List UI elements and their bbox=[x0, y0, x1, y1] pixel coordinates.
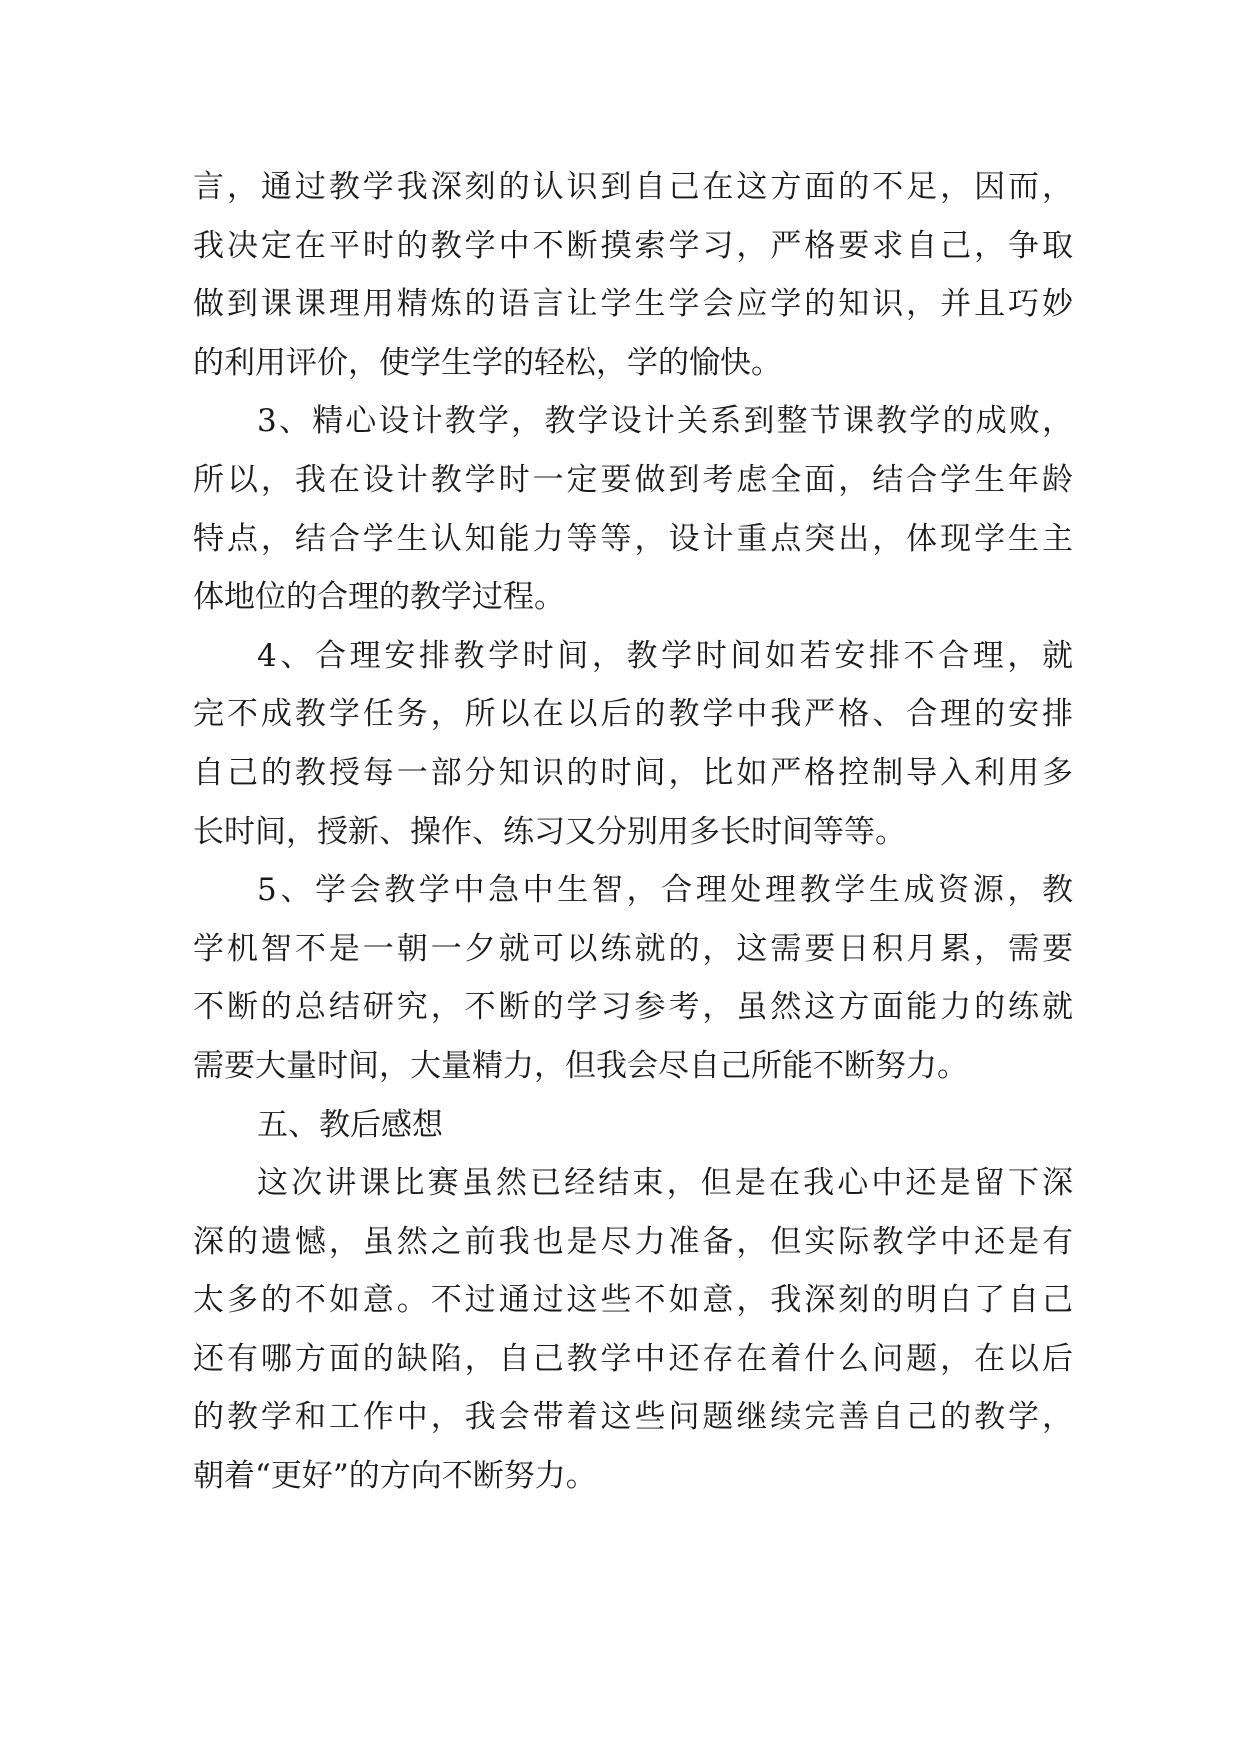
text-line: 言，通过教学我深刻的认识到自己在这方面的不足，因而， bbox=[193, 169, 1073, 205]
text-line: 完不成教学任务，所以在以后的教学中我严格、合理的安排 bbox=[193, 696, 1073, 733]
text-line: 长时间，授新、操作、练习又分别用多长时间等等。 bbox=[193, 813, 906, 850]
text-line: 5、学会教学中急中生智，合理处理教学生成资源，教 bbox=[257, 872, 1073, 909]
text-line: 学机智不是一朝一夕就可以练就的，这需要日积月累，需要 bbox=[193, 930, 1073, 967]
section-heading: 五、教后感想 bbox=[257, 1106, 443, 1143]
text-line: 做到课课理用精炼的语言让学生学会应学的知识，并且巧妙 bbox=[193, 286, 1073, 323]
text-line: 自己的教授每一部分知识的时间，比如严格控制导入利用多 bbox=[193, 754, 1073, 791]
text-line: 太多的不如意。不过通过这些不如意，我深刻的明白了自己 bbox=[193, 1282, 1073, 1319]
text-line: 体地位的合理的教学过程。 bbox=[193, 579, 565, 616]
text-line: 深的遗憾，虽然之前我也是尽力准备，但实际教学中还是有 bbox=[193, 1223, 1073, 1260]
text-line: 不断的总结研究，不断的学习参考，虽然这方面能力的练就 bbox=[193, 989, 1073, 1026]
text-line: 所以，我在设计教学时一定要做到考虑全面，结合学生年龄 bbox=[193, 461, 1073, 498]
text-line: 4、合理安排教学时间，教学时间如若安排不合理，就 bbox=[257, 637, 1073, 674]
text-line: 3、精心设计教学，教学设计关系到整节课教学的成败， bbox=[257, 403, 1073, 440]
text-line: 还有哪方面的缺陷，自己教学中还存在着什么问题，在以后 bbox=[193, 1340, 1073, 1377]
text-line: 的教学和工作中，我会带着这些问题继续完善自己的教学， bbox=[193, 1399, 1073, 1436]
text-line: 我决定在平时的教学中不断摸索学习，严格要求自己，争取 bbox=[193, 227, 1073, 264]
text-line: 这次讲课比赛虽然已经结束，但是在我心中还是留下深 bbox=[257, 1165, 1073, 1202]
text-line: 需要大量时间，大量精力，但我会尽自己所能不断努力。 bbox=[193, 1047, 968, 1084]
text-line: 的利用评价，使学生学的轻松，学的愉快。 bbox=[193, 344, 782, 381]
text-line: 特点，结合学生认知能力等等，设计重点突出，体现学生主 bbox=[193, 520, 1073, 557]
document-body bbox=[193, 158, 1073, 1506]
text-line: 朝着“更好”的方向不断努力。 bbox=[193, 1458, 597, 1495]
